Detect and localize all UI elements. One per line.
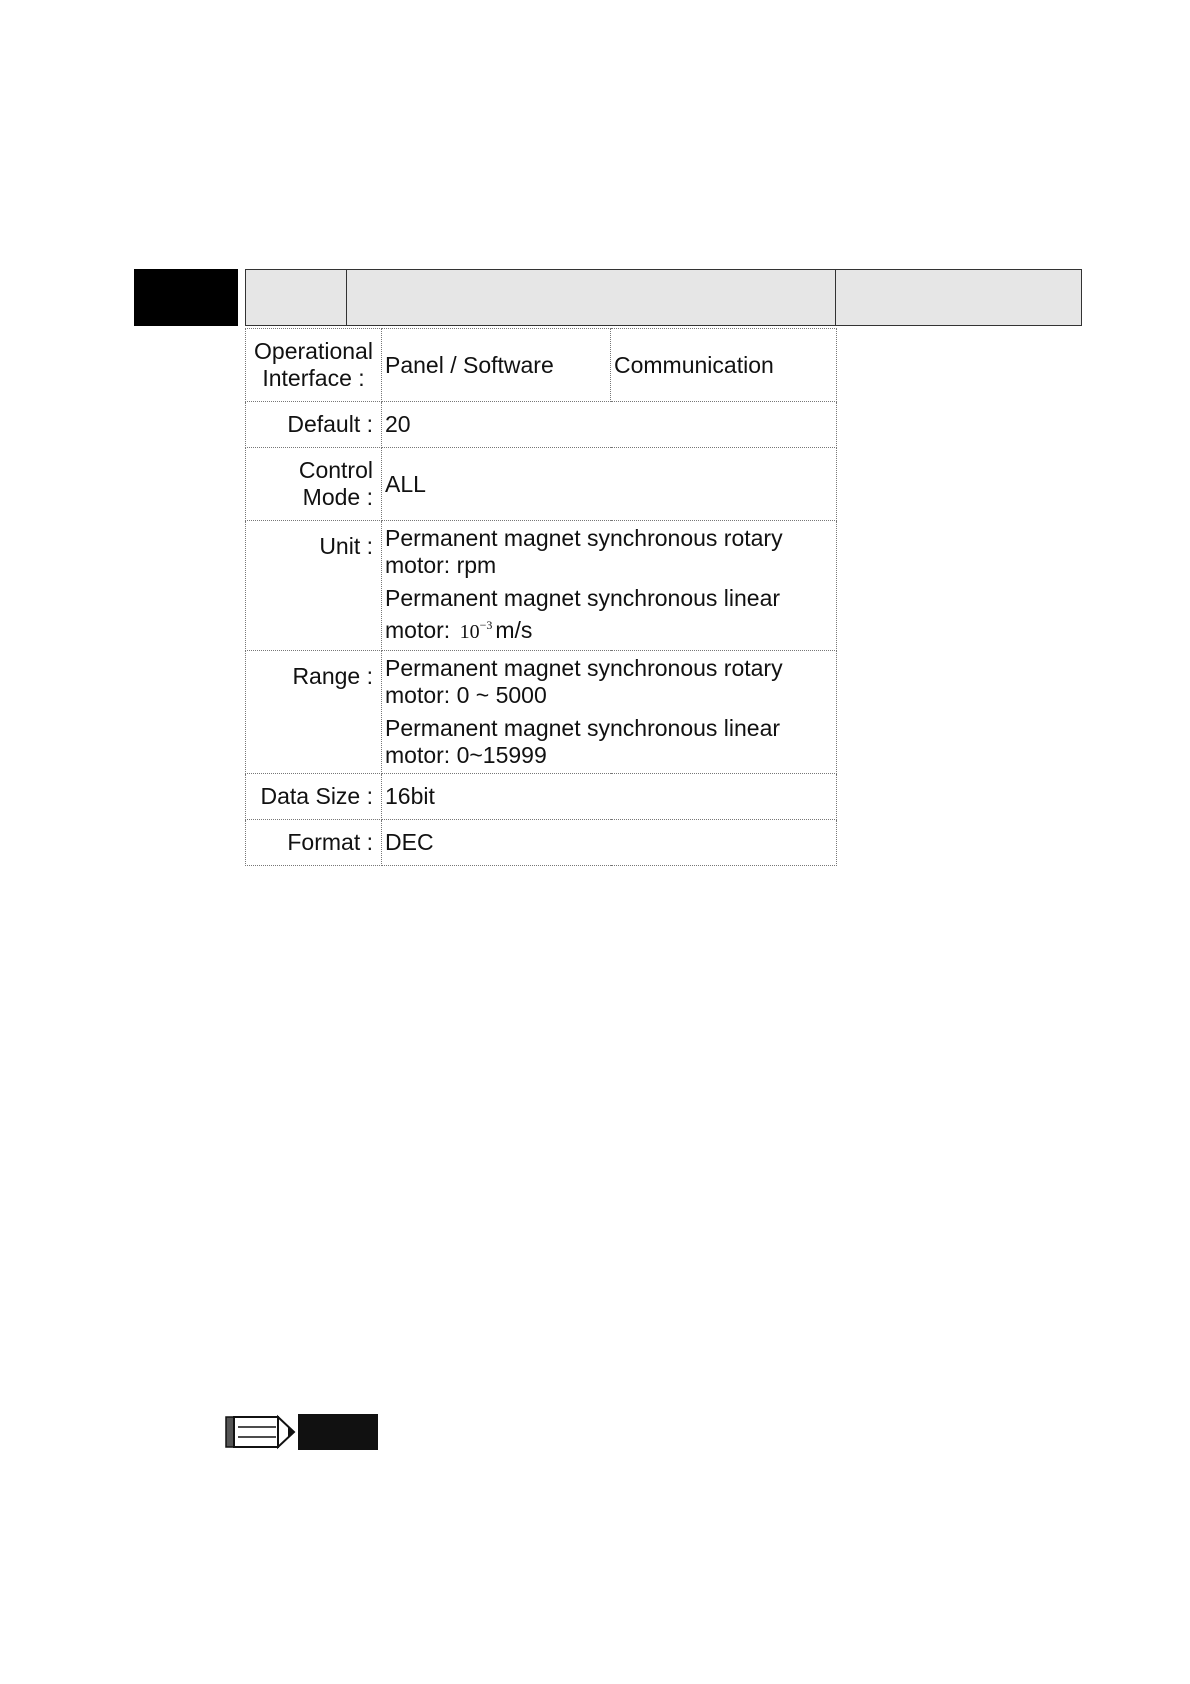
format-value: DEC — [382, 820, 837, 866]
unit-label: Unit : — [246, 521, 382, 651]
operational-interface-label — [246, 329, 382, 402]
range-rotary: Permanent magnet synchronous rotary motor: 0 ~ 5000 — [385, 655, 783, 708]
section-tab — [134, 269, 238, 326]
unit-linear-base: 10 — [459, 621, 480, 643]
operational-interface-label-line2: Interface : — [262, 365, 365, 391]
parameter-table — [245, 328, 837, 866]
range-value — [382, 651, 837, 774]
control-mode-label — [246, 448, 382, 521]
control-mode-label-line1: Control — [298, 457, 373, 483]
data-size-value: 16bit — [382, 774, 837, 820]
parameter-header-bar — [245, 269, 1082, 326]
pencil-note-icon — [224, 1414, 296, 1450]
unit-linear-prefix: Permanent magnet synchronous linear motor: — [385, 585, 781, 643]
row-format — [246, 820, 837, 866]
header-divider-1 — [346, 270, 347, 325]
row-range — [246, 651, 837, 774]
interface-option-communication: Communication — [611, 329, 837, 402]
note-label-box — [298, 1414, 378, 1450]
unit-value — [382, 521, 837, 651]
data-size-label: Data Size : — [246, 774, 382, 820]
unit-linear-exponent: −3 — [479, 618, 493, 632]
control-mode-label-line2: Mode : — [302, 484, 373, 510]
row-default — [246, 402, 837, 448]
format-label: Format : — [246, 820, 382, 866]
interface-option-panel: Panel / Software — [382, 329, 611, 402]
default-label: Default : — [246, 402, 382, 448]
row-data-size — [246, 774, 837, 820]
operational-interface-label-line1: Operational — [254, 338, 373, 364]
unit-linear — [385, 585, 833, 646]
row-operational-interface — [246, 329, 837, 402]
control-mode-value: ALL — [382, 448, 837, 521]
unit-rotary: Permanent magnet synchronous rotary motor: rpm — [385, 525, 783, 578]
unit-linear-power — [457, 618, 496, 643]
row-control-mode — [246, 448, 837, 521]
default-value: 20 — [382, 402, 837, 448]
row-unit — [246, 521, 837, 651]
unit-linear-suffix: m/s — [495, 617, 533, 643]
range-label: Range : — [246, 651, 382, 774]
range-linear: Permanent magnet synchronous linear motor: 0~15999 — [385, 715, 781, 768]
header-divider-2 — [835, 270, 836, 325]
